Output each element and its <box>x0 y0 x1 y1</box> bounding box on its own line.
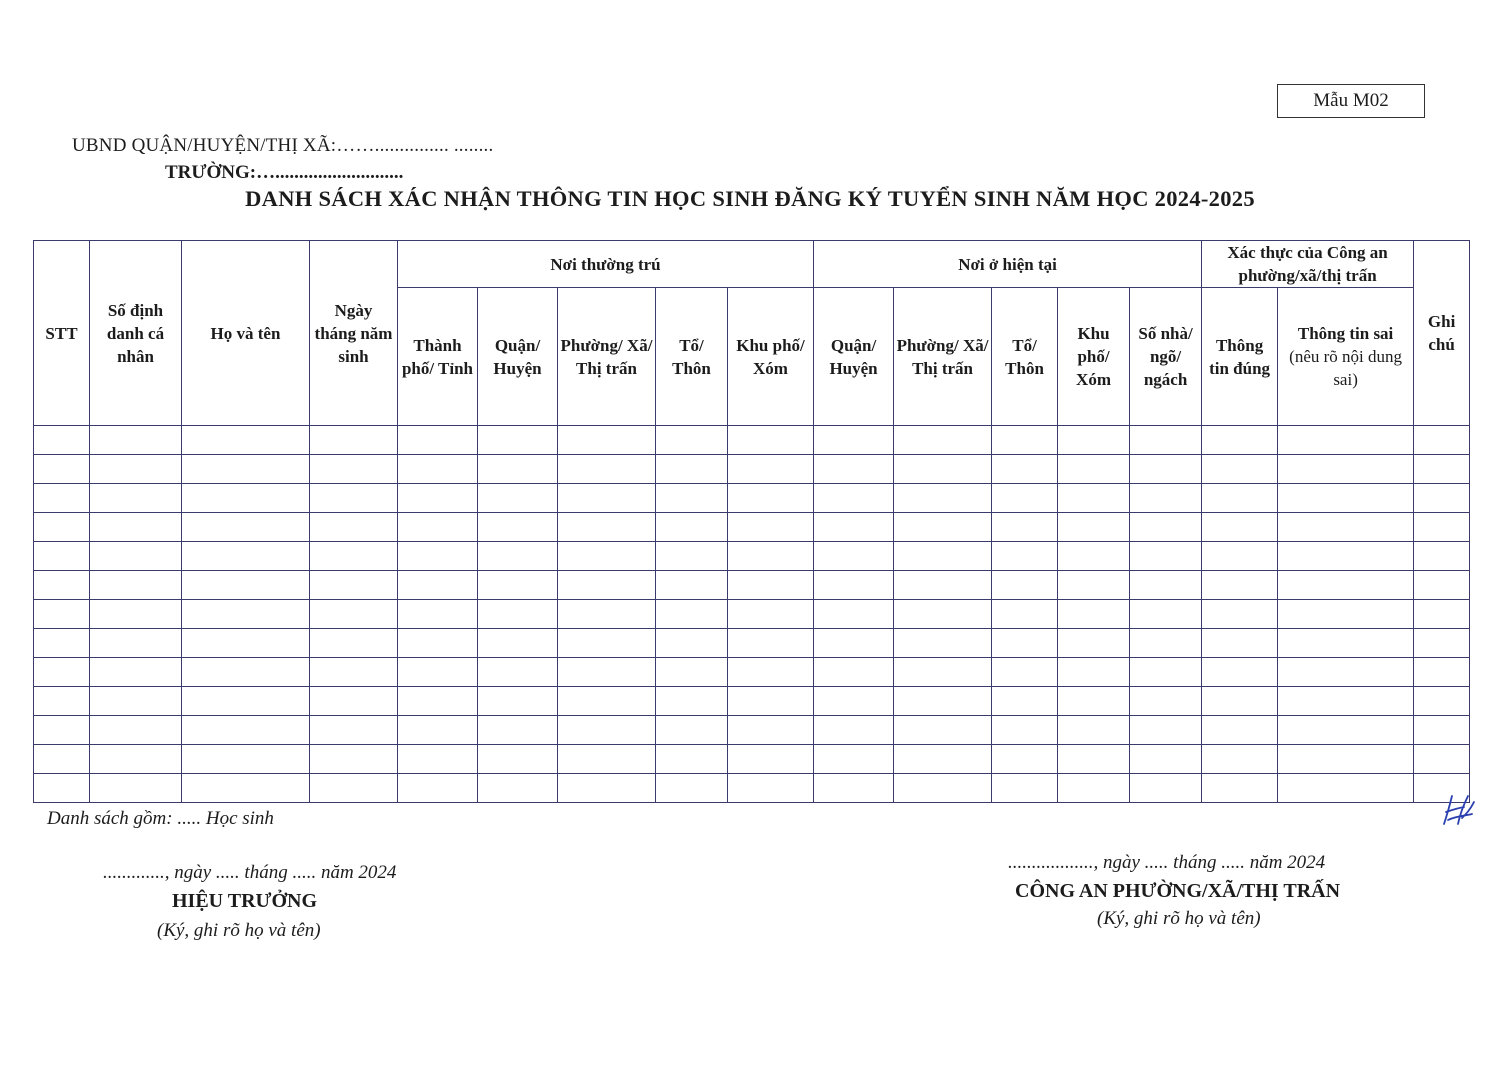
col-permanent-district: Quận/ Huyện <box>478 288 558 426</box>
principal-date-line: ............., ngày ..... tháng ..... năm 2024 <box>103 862 397 883</box>
table-cell <box>1278 629 1414 658</box>
table-cell <box>398 629 478 658</box>
table-row <box>34 774 1470 803</box>
table-row <box>34 745 1470 774</box>
table-cell <box>558 571 656 600</box>
table-cell <box>894 542 992 571</box>
table-row <box>34 658 1470 687</box>
table-cell <box>478 716 558 745</box>
col-current-ward: Phường/ Xã/ Thị trấn <box>894 288 992 426</box>
table-cell <box>34 455 90 484</box>
table-cell <box>814 484 894 513</box>
group-police-verification: Xác thực của Công an phường/xã/thị trấn <box>1202 241 1414 288</box>
table-cell <box>182 600 310 629</box>
table-cell <box>90 455 182 484</box>
table-cell <box>728 513 814 542</box>
table-cell <box>558 774 656 803</box>
table-cell <box>90 426 182 455</box>
table-cell <box>1202 484 1278 513</box>
table-cell <box>1130 629 1202 658</box>
table-cell <box>310 426 398 455</box>
table-cell <box>728 687 814 716</box>
group-current-residence: Nơi ở hiện tại <box>814 241 1202 288</box>
table-cell <box>310 658 398 687</box>
table-cell <box>1202 687 1278 716</box>
col-info-wrong <box>1278 288 1414 426</box>
table-cell <box>34 716 90 745</box>
col-current-district: Quận/ Huyện <box>814 288 894 426</box>
col-full-name: Họ và tên <box>182 241 310 426</box>
table-cell <box>90 745 182 774</box>
col-date-of-birth: Ngày tháng năm sinh <box>310 241 398 426</box>
col-current-house-number: Số nhà/ ngõ/ ngách <box>1130 288 1202 426</box>
table-cell <box>1130 455 1202 484</box>
table-cell <box>558 629 656 658</box>
table-cell <box>398 600 478 629</box>
table-cell <box>1414 426 1470 455</box>
table-cell <box>182 629 310 658</box>
table-cell <box>1058 658 1130 687</box>
table-row <box>34 687 1470 716</box>
table-cell <box>992 542 1058 571</box>
table-cell <box>1414 658 1470 687</box>
col-info-wrong-hint: (nêu rõ nội dung sai) <box>1289 347 1402 389</box>
table-cell <box>1278 455 1414 484</box>
table-cell <box>656 716 728 745</box>
table-cell <box>558 687 656 716</box>
table-cell <box>90 542 182 571</box>
table-cell <box>1414 600 1470 629</box>
table-cell <box>992 600 1058 629</box>
table-cell <box>1278 687 1414 716</box>
table-cell <box>992 687 1058 716</box>
col-current-group: Tổ/ Thôn <box>992 288 1058 426</box>
table-cell <box>182 745 310 774</box>
table-cell <box>814 426 894 455</box>
table-cell <box>558 426 656 455</box>
table-cell <box>478 426 558 455</box>
table-cell <box>728 542 814 571</box>
table-cell <box>1202 629 1278 658</box>
table-cell <box>992 745 1058 774</box>
table-cell <box>34 774 90 803</box>
table-cell <box>814 600 894 629</box>
table-cell <box>1058 542 1130 571</box>
table-cell <box>894 774 992 803</box>
table-row <box>34 629 1470 658</box>
table-row <box>34 571 1470 600</box>
table-cell <box>656 513 728 542</box>
table-cell <box>894 455 992 484</box>
table-cell <box>728 571 814 600</box>
table-cell <box>398 745 478 774</box>
student-list-table <box>33 240 1470 803</box>
table-cell <box>310 513 398 542</box>
table-cell <box>398 774 478 803</box>
table-cell <box>1278 484 1414 513</box>
table-cell <box>90 629 182 658</box>
table-cell <box>894 687 992 716</box>
table-cell <box>814 513 894 542</box>
table-cell <box>182 455 310 484</box>
table-cell <box>478 455 558 484</box>
table-cell <box>34 484 90 513</box>
table-cell <box>34 513 90 542</box>
table-cell <box>310 687 398 716</box>
table-cell <box>728 600 814 629</box>
table-cell <box>1278 658 1414 687</box>
table-cell <box>1414 513 1470 542</box>
table-cell <box>1058 629 1130 658</box>
form-code-badge: Mẫu M02 <box>1277 84 1425 118</box>
table-cell <box>558 658 656 687</box>
table-cell <box>1278 571 1414 600</box>
table-cell <box>992 513 1058 542</box>
table-cell <box>182 513 310 542</box>
table-cell <box>398 542 478 571</box>
table-cell <box>814 687 894 716</box>
col-permanent-ward: Phường/ Xã/ Thị trấn <box>558 288 656 426</box>
school-line: TRƯỜNG:…........................... <box>165 162 404 183</box>
table-cell <box>656 571 728 600</box>
table-cell <box>992 716 1058 745</box>
table-cell <box>478 629 558 658</box>
table-cell <box>1130 542 1202 571</box>
table-cell <box>478 513 558 542</box>
table-cell <box>894 716 992 745</box>
table-cell <box>814 774 894 803</box>
table-cell <box>992 484 1058 513</box>
table-cell <box>728 658 814 687</box>
table-cell <box>814 629 894 658</box>
police-sign-hint: (Ký, ghi rõ họ và tên) <box>1097 908 1261 929</box>
table-cell <box>1202 455 1278 484</box>
table-cell <box>1058 687 1130 716</box>
table-cell <box>728 455 814 484</box>
table-cell <box>656 745 728 774</box>
table-cell <box>1130 513 1202 542</box>
table-cell <box>398 484 478 513</box>
table-cell <box>1130 571 1202 600</box>
col-current-quarter: Khu phố/ Xóm <box>1058 288 1130 426</box>
table-cell <box>558 513 656 542</box>
table-cell <box>310 774 398 803</box>
table-cell <box>656 600 728 629</box>
table-cell <box>728 484 814 513</box>
table-cell <box>310 455 398 484</box>
table-cell <box>478 745 558 774</box>
table-cell <box>310 571 398 600</box>
table-cell <box>90 716 182 745</box>
table-cell <box>90 600 182 629</box>
table-cell <box>656 658 728 687</box>
table-cell <box>1202 542 1278 571</box>
table-cell <box>478 774 558 803</box>
table-cell <box>1130 658 1202 687</box>
list-summary: Danh sách gồm: ..... Học sinh <box>47 808 274 829</box>
table-cell <box>34 542 90 571</box>
table-cell <box>1414 455 1470 484</box>
table-cell <box>894 513 992 542</box>
table-cell <box>1058 716 1130 745</box>
col-info-correct: Thông tin đúng <box>1202 288 1278 426</box>
table-cell <box>1202 571 1278 600</box>
table-cell <box>1414 484 1470 513</box>
col-permanent-group: Tổ/ Thôn <box>656 288 728 426</box>
table-cell <box>1058 484 1130 513</box>
table-cell <box>814 542 894 571</box>
table-cell <box>398 658 478 687</box>
table-cell <box>1058 745 1130 774</box>
table-cell <box>1130 774 1202 803</box>
table-cell <box>894 658 992 687</box>
table-cell <box>814 745 894 774</box>
table-cell <box>182 774 310 803</box>
table-cell <box>1058 426 1130 455</box>
table-cell <box>558 455 656 484</box>
authority-line: UBND QUẬN/HUYỆN/THỊ XÃ:……............... ........ <box>72 135 494 156</box>
table-cell <box>478 571 558 600</box>
table-cell <box>90 658 182 687</box>
table-cell <box>656 687 728 716</box>
table-cell <box>728 629 814 658</box>
table-cell <box>34 571 90 600</box>
table-cell <box>478 484 558 513</box>
table-cell <box>1130 426 1202 455</box>
group-permanent-residence: Nơi thường trú <box>398 241 814 288</box>
table-cell <box>34 745 90 774</box>
table-cell <box>1414 716 1470 745</box>
table-cell <box>90 774 182 803</box>
table-cell <box>478 600 558 629</box>
table-cell <box>398 455 478 484</box>
table-cell <box>1202 716 1278 745</box>
table-cell <box>398 513 478 542</box>
table-row <box>34 542 1470 571</box>
table-cell <box>1058 513 1130 542</box>
table-cell <box>1130 600 1202 629</box>
table-cell <box>1058 774 1130 803</box>
table-cell <box>1202 513 1278 542</box>
table-cell <box>1278 542 1414 571</box>
table-cell <box>894 571 992 600</box>
table-cell <box>894 600 992 629</box>
table-cell <box>656 542 728 571</box>
handwritten-initials-icon <box>1438 790 1478 830</box>
table-cell <box>1278 426 1414 455</box>
table-cell <box>1130 745 1202 774</box>
principal-title: HIỆU TRƯỞNG <box>172 890 318 912</box>
table-cell <box>894 745 992 774</box>
table-cell <box>1278 774 1414 803</box>
table-cell <box>34 629 90 658</box>
table-cell <box>182 542 310 571</box>
table-cell <box>656 484 728 513</box>
table-cell <box>1130 716 1202 745</box>
col-permanent-city: Thành phố/ Tỉnh <box>398 288 478 426</box>
table-cell <box>894 484 992 513</box>
table-cell <box>182 687 310 716</box>
table-cell <box>310 716 398 745</box>
table-cell <box>1414 629 1470 658</box>
table-cell <box>814 716 894 745</box>
table-cell <box>1414 571 1470 600</box>
table-cell <box>992 426 1058 455</box>
table-row <box>34 455 1470 484</box>
table-cell <box>310 484 398 513</box>
table-cell <box>398 716 478 745</box>
table-cell <box>1202 745 1278 774</box>
table-cell <box>1202 600 1278 629</box>
table-cell <box>1058 571 1130 600</box>
table-row <box>34 484 1470 513</box>
table-cell <box>558 716 656 745</box>
table-row <box>34 513 1470 542</box>
table-cell <box>1058 600 1130 629</box>
table-cell <box>182 658 310 687</box>
table-cell <box>1278 745 1414 774</box>
col-permanent-quarter: Khu phố/ Xóm <box>728 288 814 426</box>
table-row <box>34 426 1470 455</box>
table-cell <box>1278 513 1414 542</box>
table-cell <box>1202 426 1278 455</box>
table-cell <box>992 658 1058 687</box>
table-cell <box>728 426 814 455</box>
table-row <box>34 600 1470 629</box>
table-cell <box>1414 687 1470 716</box>
table-cell <box>1130 484 1202 513</box>
table-cell <box>1278 716 1414 745</box>
table-cell <box>310 600 398 629</box>
table-cell <box>656 426 728 455</box>
table-cell <box>656 629 728 658</box>
table-cell <box>34 687 90 716</box>
table-cell <box>814 455 894 484</box>
table-cell <box>34 658 90 687</box>
table-cell <box>34 426 90 455</box>
table-cell <box>728 774 814 803</box>
table-cell <box>558 484 656 513</box>
table-cell <box>992 629 1058 658</box>
table-cell <box>814 658 894 687</box>
table-cell <box>992 571 1058 600</box>
table-cell <box>310 629 398 658</box>
col-info-wrong-label: Thông tin sai <box>1297 324 1394 343</box>
table-cell <box>1130 687 1202 716</box>
table-cell <box>478 542 558 571</box>
police-date-line: .................., ngày ..... tháng ..... năm 2024 <box>1008 852 1326 873</box>
table-cell <box>182 426 310 455</box>
table-cell <box>182 716 310 745</box>
table-body <box>34 426 1470 803</box>
table-cell <box>1202 658 1278 687</box>
table-cell <box>1202 774 1278 803</box>
table-cell <box>398 426 478 455</box>
table-cell <box>398 687 478 716</box>
table-cell <box>656 455 728 484</box>
table-cell <box>90 687 182 716</box>
table-cell <box>558 600 656 629</box>
table-cell <box>656 774 728 803</box>
table-cell <box>182 484 310 513</box>
table-cell <box>558 745 656 774</box>
table-cell <box>90 484 182 513</box>
table-cell <box>894 629 992 658</box>
table-cell <box>182 571 310 600</box>
col-personal-id: Số định danh cá nhân <box>90 241 182 426</box>
table-cell <box>34 600 90 629</box>
table-cell <box>398 571 478 600</box>
table-row <box>34 716 1470 745</box>
table-cell <box>728 716 814 745</box>
principal-sign-hint: (Ký, ghi rõ họ và tên) <box>157 920 321 941</box>
table-cell <box>992 774 1058 803</box>
table-cell <box>1414 542 1470 571</box>
table-cell <box>310 745 398 774</box>
table-cell <box>310 542 398 571</box>
table-cell <box>478 658 558 687</box>
table-cell <box>90 571 182 600</box>
table-cell <box>814 571 894 600</box>
document-title: DANH SÁCH XÁC NHẬN THÔNG TIN HỌC SINH ĐĂNG KÝ TUYỂN SINH NĂM HỌC 2024-2025 <box>245 186 1255 211</box>
table-cell <box>90 513 182 542</box>
table-cell <box>992 455 1058 484</box>
table-cell <box>558 542 656 571</box>
table-cell <box>894 426 992 455</box>
table-cell <box>478 687 558 716</box>
table-cell <box>728 745 814 774</box>
table-cell <box>1414 745 1470 774</box>
table-cell <box>1058 455 1130 484</box>
table-cell <box>1278 600 1414 629</box>
col-stt: STT <box>34 241 90 426</box>
col-note: Ghi chú <box>1414 241 1470 426</box>
police-title: CÔNG AN PHƯỜNG/XÃ/THỊ TRẤN <box>1015 880 1341 902</box>
